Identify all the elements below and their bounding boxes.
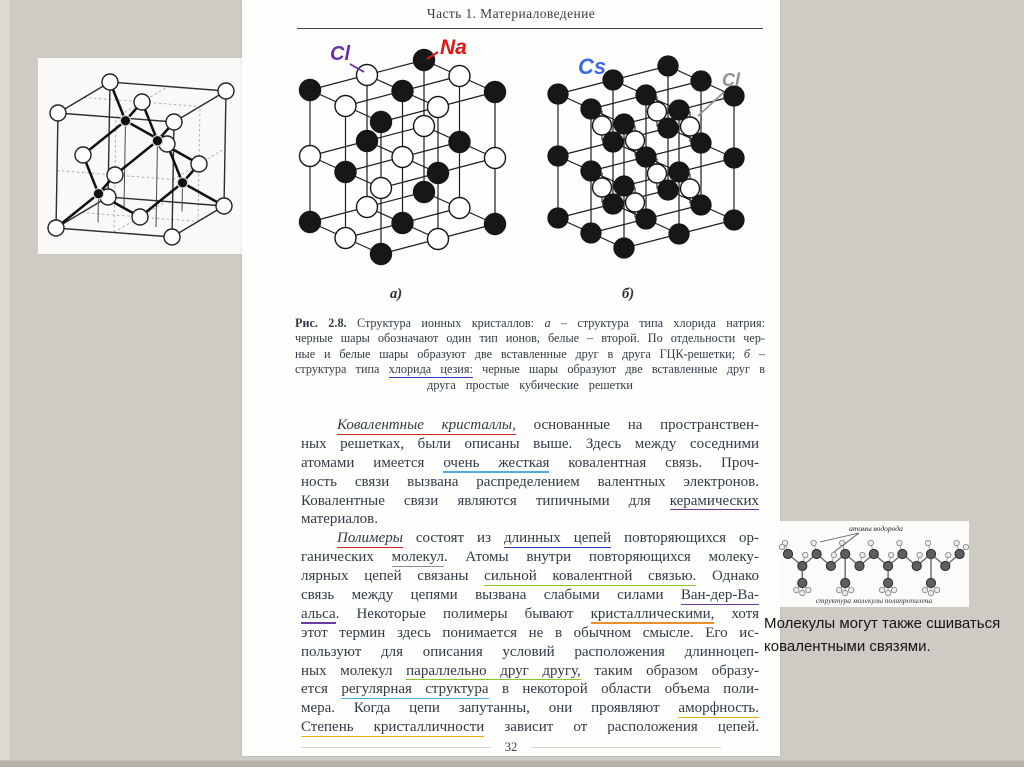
text-line: Ковалентные кристаллы, основанные на пространствен-	[301, 416, 759, 435]
ionic-crystals-diagram	[242, 30, 780, 315]
left-edge-highlight	[0, 0, 9, 767]
text-line: ность связи вызвана распределением валентных электронов.	[301, 473, 759, 490]
polymer-caption-line: Молекулы могут также сшиваться	[764, 615, 1001, 632]
text-line: материалов.	[301, 511, 379, 528]
text-line: пользуют для описания условий расположения длинноцеп-	[301, 643, 759, 660]
text-line: этот термин здесь понимается не в обычном смысле. Его ис-	[301, 624, 759, 641]
text-line: связь между цепями вызвана слабыми силами Ван-дер-Ва-	[301, 586, 759, 605]
polymer-caption	[764, 612, 1009, 658]
annotation-cl-right: Cl	[722, 70, 740, 90]
diamond-lattice-figure	[38, 58, 242, 254]
annotation-cl-left: Cl	[330, 43, 350, 65]
text-line: мера. Когда цепи запутанны, они проявляют аморфность.	[301, 699, 759, 718]
text-line: атомами имеется очень жесткая ковалентная связь. Проч-	[301, 454, 759, 473]
figure-sublabel-b: б)	[622, 286, 635, 302]
text-line: ется регулярная структура в некоторой области объема поли-	[301, 680, 759, 699]
polymer-figure	[779, 521, 969, 607]
text-line: Ковалентные связи являются типичными для керамических	[301, 492, 759, 511]
annotation-na: Na	[440, 36, 467, 59]
body-text	[301, 416, 759, 737]
text-line: черные шары обозначают один тип ионов, белые – второй. По отдельности чер-	[295, 331, 765, 346]
text-line: структура типа хлорида цезия: черные шары образуют две вставленные друг в	[295, 362, 765, 377]
figure-caption	[295, 316, 765, 393]
figure-sublabel-a: а)	[390, 286, 403, 302]
text-line: Полимеры состоят из длинных цепей повторяющихся ор-	[301, 529, 759, 548]
annotation-cs: Cs	[578, 54, 607, 79]
header-rule	[297, 28, 763, 29]
page-number: 32	[242, 740, 780, 755]
bottom-strip	[0, 760, 1024, 767]
text-line: ных молекул параллельно друг другу, таким образом образу-	[301, 662, 759, 681]
page-header: Часть 1. Материаловедение	[426, 6, 596, 21]
diamond-lattice-diagram	[38, 58, 242, 254]
text-line: ные и белые шары образуют две вставленные друг в друга ГЦК-решетки; б –	[295, 346, 765, 361]
hydrogen-atoms-label: атомы водорода	[849, 524, 903, 533]
text-line: альса. Некоторые полимеры бывают кристаллическими, хотя	[301, 605, 759, 624]
text-line: Рис. 2.8. Структура ионных кристаллов: а – структура типа хлорида натрия:	[295, 316, 765, 331]
text-line: лярных цепей связаны сильной ковалентной связью. Однако	[301, 567, 759, 586]
text-line: Степень кристалличности зависит от расположения цепей.	[301, 718, 759, 737]
polymer-caption-line: ковалентными связями.	[764, 638, 931, 655]
text-line: друга простые кубические решетки	[427, 377, 633, 392]
text-line: ганических молекул. Атомы внутри повторяющихся молеку-	[301, 548, 759, 567]
book-page	[242, 0, 780, 756]
text-line: ных решетках, были описаны выше. Здесь между соседними	[301, 435, 759, 452]
polypropylene-molecule-diagram	[779, 521, 969, 607]
polypropylene-structure-label: структура молекулы полипропилена	[815, 596, 933, 605]
